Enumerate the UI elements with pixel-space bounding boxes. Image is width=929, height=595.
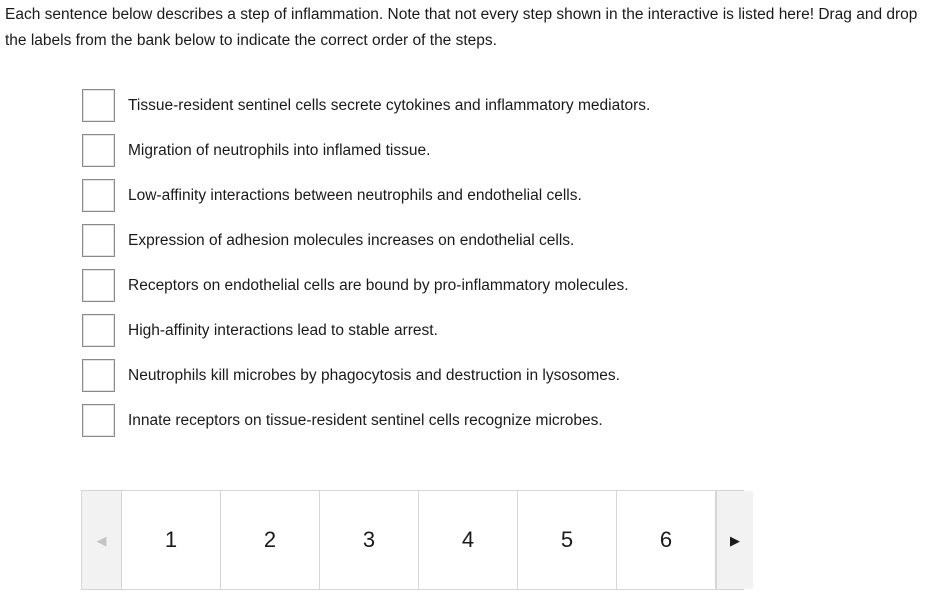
bank-label-3[interactable]: 3 — [320, 491, 419, 589]
triangle-right-icon: ▶ — [730, 532, 740, 548]
drop-target[interactable] — [82, 134, 115, 167]
step-item — [82, 268, 650, 303]
drop-target[interactable] — [82, 314, 115, 347]
step-item — [82, 178, 650, 213]
step-item — [82, 313, 650, 348]
step-list — [82, 88, 650, 448]
drop-target[interactable] — [82, 179, 115, 212]
bank-label-5[interactable]: 5 — [518, 491, 617, 589]
bank-label-6[interactable]: 6 — [617, 491, 716, 589]
drop-target[interactable] — [82, 89, 115, 122]
label-bank — [81, 490, 744, 590]
step-text: High-affinity interactions lead to stable arrest. — [128, 321, 438, 339]
triangle-left-icon: ◀ — [96, 532, 107, 548]
drop-target[interactable] — [82, 359, 115, 392]
instructions-text: Each sentence below describes a step of inflammation. Note that not every step shown in the interactive is listed here! Drag and drop the labels from the bank below to indicate the correct order of the steps. — [5, 6, 918, 49]
drop-target[interactable] — [82, 404, 115, 437]
step-text: Receptors on endothelial cells are bound by pro-inflammatory molecules. — [128, 276, 629, 294]
bank-label-1[interactable]: 1 — [122, 491, 221, 589]
step-item — [82, 133, 650, 168]
step-text: Expression of adhesion molecules increases on endothelial cells. — [128, 231, 575, 249]
drop-target[interactable] — [82, 224, 115, 257]
bank-prev-button[interactable] — [82, 491, 122, 589]
step-item — [82, 223, 650, 258]
drop-target[interactable] — [82, 269, 115, 302]
step-item — [82, 358, 650, 393]
step-item — [82, 88, 650, 123]
step-text: Tissue-resident sentinel cells secrete cytokines and inflammatory mediators. — [128, 96, 651, 114]
bank-label-4[interactable]: 4 — [419, 491, 518, 589]
step-text: Innate receptors on tissue-resident sentinel cells recognize microbes. — [128, 411, 603, 429]
step-text: Neutrophils kill microbes by phagocytosis and destruction in lysosomes. — [128, 366, 620, 384]
bank-next-button[interactable] — [716, 491, 753, 589]
step-text: Low-affinity interactions between neutrophils and endothelial cells. — [128, 186, 582, 204]
step-text: Migration of neutrophils into inflamed tissue. — [128, 141, 431, 159]
bank-label-2[interactable]: 2 — [221, 491, 320, 589]
step-item — [82, 403, 650, 438]
